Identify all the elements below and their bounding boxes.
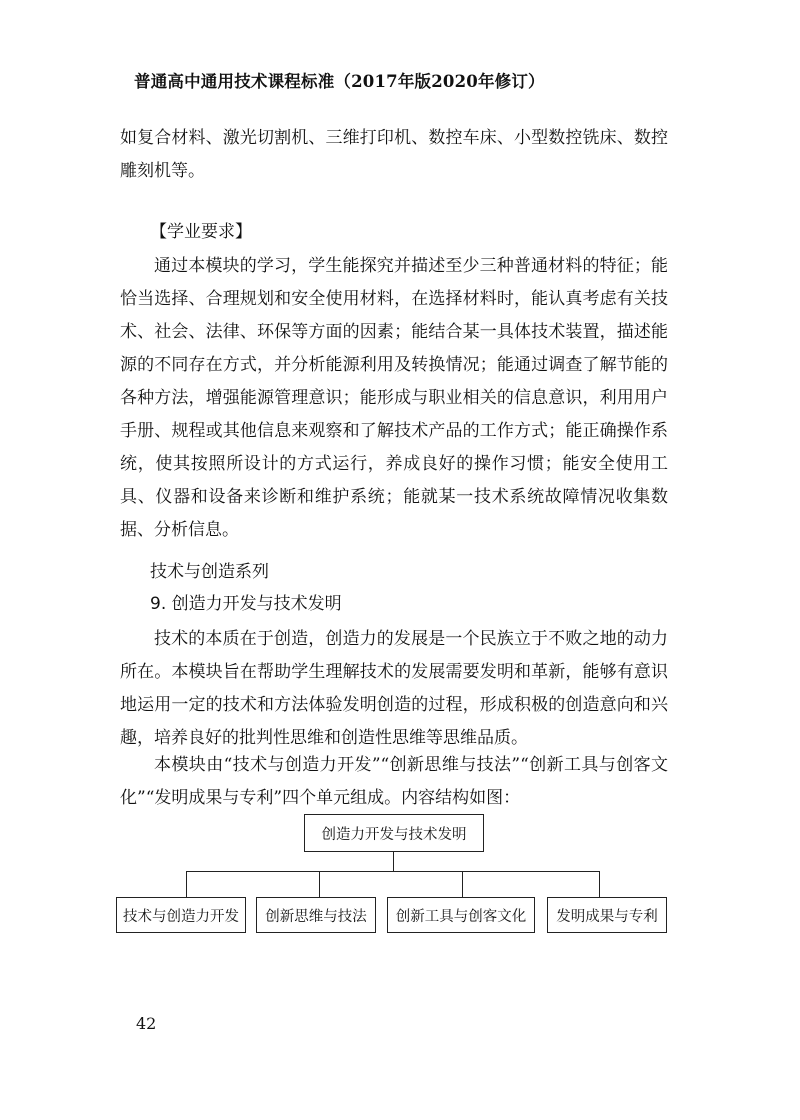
page-number: 42 — [136, 1014, 157, 1033]
diagram-connector-root — [393, 852, 394, 872]
diagram-child-node: 发明成果与专利 — [547, 897, 667, 933]
diagram-connector-3 — [462, 871, 463, 897]
diagram-connector-4 — [599, 871, 600, 897]
diagram-connector-bar — [186, 871, 599, 872]
diagram-root-node: 创造力开发与技术发明 — [304, 814, 484, 852]
continuation-paragraph: 如复合材料、激光切割机、三维打印机、数控车床、小型数控铣床、数控雕刻机等。 — [120, 128, 668, 181]
content-structure-diagram — [116, 810, 672, 940]
module-intro-paragraph: 技术的本质在于创造，创造力的发展是一个民族立于不败之地的动力所在。本模块旨在帮助学生理解技术的发展需要发明和革新，能够有意识地运用一定的技术和方法体验发明创造的过程，形成积极的创造意向和兴趣，培养良好的批判性思维和创造性思维等思维品质。 — [120, 629, 668, 748]
module-heading: 9. 创造力开发与技术发明 — [150, 594, 342, 614]
diagram-connector-1 — [186, 871, 187, 897]
academic-requirements-heading: 【学业要求】 — [150, 222, 252, 242]
academic-requirements-paragraph: 通过本模块的学习，学生能探究并描述至少三种普通材料的特征；能恰当选择、合理规划和安全使用材料，在选择材料时，能认真考虑有关技术、社会、法律、环保等方面的因素；能结合某一具体技术装置，描述能源的不同存在方式，并分析能源利用及转换情况；能通过调查了解节能的各种方法，增强能源管理意识；能形成与职业相关的信息意识，利用用户手册、规程或其他信息来观察和了解技术产品的工作方式；能正确操作系统，使其按照所设计的方式运行，养成良好的操作习惯；能安全使用工具、仪器和设备来诊断和维护系统；能就某一技术系统故障情况收集数据、分析信息。 — [120, 256, 668, 540]
module-units-paragraph: 本模块由“技术与创造力开发”“创新思维与技法”“创新工具与创客文化”“发明成果与专利”四个单元组成。内容结构如图： — [120, 755, 668, 808]
series-heading: 技术与创造系列 — [150, 562, 269, 582]
diagram-child-node: 技术与创造力开发 — [116, 897, 246, 933]
running-header: 普通高中通用技术课程标准（2017年版2020年修订） — [134, 72, 545, 91]
diagram-connector-2 — [319, 871, 320, 897]
diagram-child-node: 创新思维与技法 — [256, 897, 376, 933]
diagram-child-node: 创新工具与创客文化 — [387, 897, 535, 933]
